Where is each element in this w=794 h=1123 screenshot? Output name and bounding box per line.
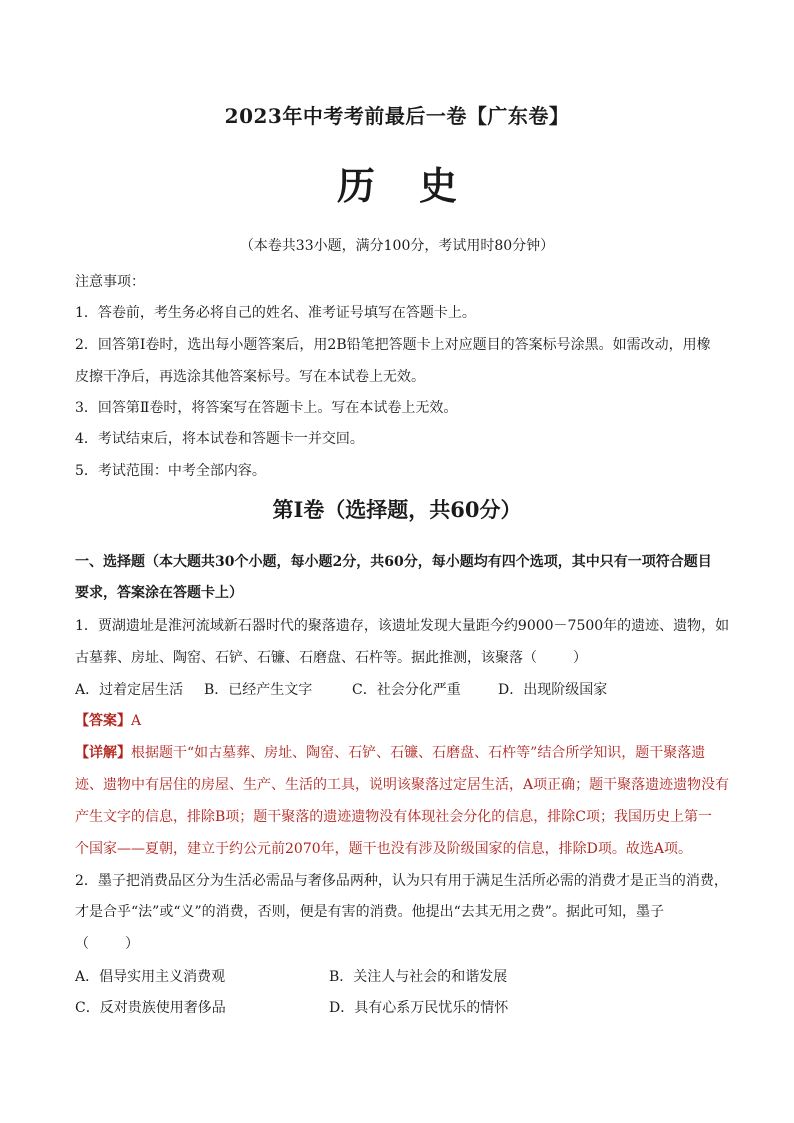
q2-option-c: C．反对贵族使用奢侈品	[75, 1000, 226, 1016]
q1-detail-label: 【详解】	[75, 745, 131, 761]
q1-detail-line-2: 迹、遗物中有居住的房屋、生产、生活的工具，说明该聚落过定居生活，A项正确；题干聚落遗迹遗物没有	[75, 777, 730, 793]
q1-detail-line-3: 产生文字的信息，排除B项；题干聚落的遗迹遗物没有体现社会分化的信息，排除C项；我国历史上第一	[75, 809, 712, 825]
q1-option-d: D．出现阶级国家	[498, 682, 608, 698]
q1-option-c: C．社会分化严重	[352, 682, 461, 698]
q2-option-b: B．关注人与社会的和谐发展	[329, 969, 508, 985]
q1-option-b: B．已经产生文字	[204, 682, 313, 698]
q1-stem-line-1: 1．贾湖遗址是淮河流域新石器时代的聚落遗存，该遗址发现大量距今约9000－7500年的遗迹、遗物，如	[75, 618, 730, 634]
q1-detail-line-4: 个国家——夏朝，建立于约公元前2070年，题干也没有涉及阶级国家的信息，排除D项。故选A项。	[75, 841, 692, 857]
q1-answer-label: 【答案】	[75, 713, 131, 729]
q1-stem-close: ）	[573, 650, 587, 666]
q1-detail-line-1	[75, 742, 725, 764]
q1-option-a: A．过着定居生活	[75, 682, 184, 698]
q2-stem-open: （	[75, 936, 89, 952]
q2-option-d: D．具有心系万民忧乐的情怀	[329, 1000, 509, 1016]
section-instructions-1: 一、选择题（本大题共30个小题，每小题2分，共60分，每小题均有四个选项，其中只有一项符合题目	[75, 554, 712, 570]
q1-detail-text-1: 根据题干“如古墓葬、房址、陶窑、石铲、石镰、石磨盘、石杵等”结合所学知识，题干聚落遗	[131, 745, 706, 761]
q2-stem-line-1: 2．墨子把消费品区分为生活必需品与奢侈品两种，认为只有用于满足生活所必需的消费才是正当的消费，	[75, 873, 728, 889]
q1-answer-value: A	[131, 713, 142, 729]
note-item-1: 1．答卷前，考生务必将自己的姓名、准考证号填写在答题卡上。	[75, 305, 476, 321]
subject-char-1: 历	[336, 163, 375, 208]
note-item-4: 4．考试结束后，将本试卷和答题卡一并交回。	[75, 431, 364, 447]
section-heading: 第Ⅰ卷（选择题，共60分）	[272, 497, 522, 522]
q1-stem-line-2	[75, 647, 725, 669]
section-instructions-2: 要求，答案涂在答题卡上）	[75, 585, 243, 601]
q2-option-a: A．倡导实用主义消费观	[75, 969, 226, 985]
subject-title	[0, 160, 794, 212]
subject-char-2: 史	[419, 163, 458, 208]
note-item-5: 5．考试范围：中考全部内容。	[75, 463, 266, 479]
q2-stem-close: ）	[125, 936, 139, 952]
exam-title: 2023年中考考前最后一卷【广东卷】	[224, 104, 570, 128]
note-item-2-cont: 皮擦干净后，再选涂其他答案标号。写在本试卷上无效。	[75, 369, 425, 385]
q1-answer	[75, 710, 725, 732]
note-item-2: 2．回答第Ⅰ卷时，选出每小题答案后，用2B铅笔把答题卡上对应题目的答案标号涂黑。如需改动，用橡	[75, 337, 711, 353]
notes-heading: 注意事项：	[75, 274, 145, 290]
exam-info: （本卷共33小题，满分100分，考试用时80分钟）	[239, 238, 555, 254]
note-item-3: 3．回答第Ⅱ卷时，将答案写在答题卡上。写在本试卷上无效。	[75, 400, 458, 416]
q2-stem-line-3	[75, 933, 725, 955]
q2-stem-line-2: 才是合乎“法”或“义”的消费，否则，便是有害的消费。他提出“去其无用之费”。据此可知，墨子	[75, 904, 664, 920]
q1-stem-text: 古墓葬、房址、陶窑、石铲、石镰、石磨盘、石杵等。据此推测，该聚落（	[75, 650, 537, 666]
